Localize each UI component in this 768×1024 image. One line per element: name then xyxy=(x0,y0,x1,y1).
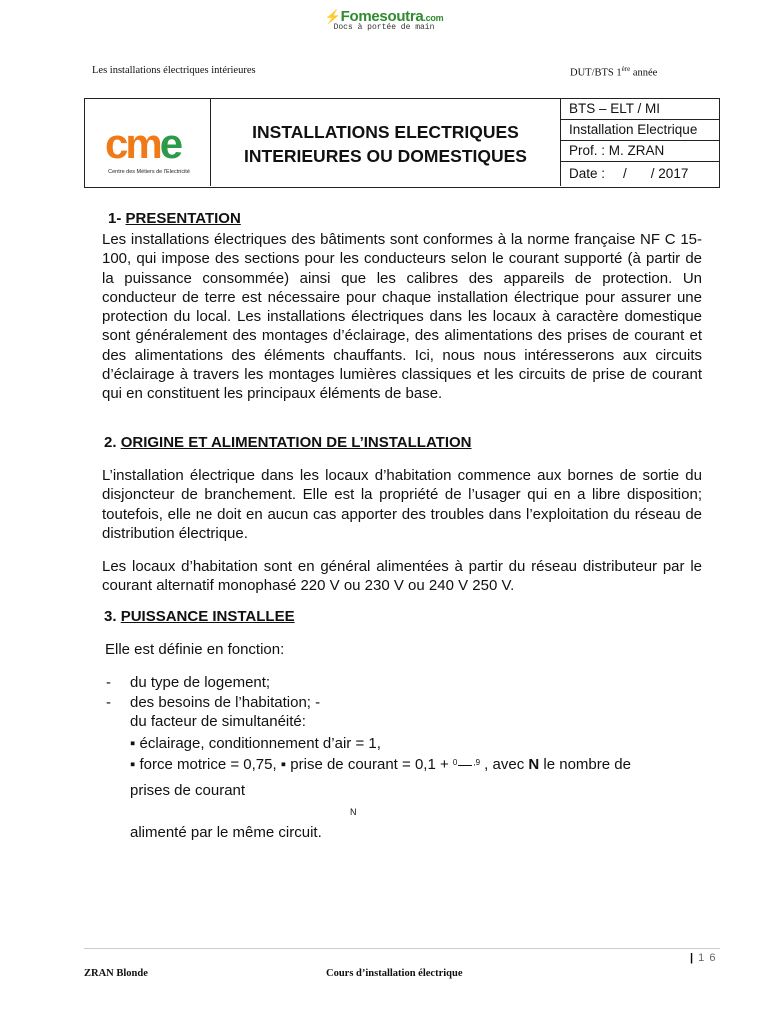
list-dash-1: - xyxy=(106,674,111,691)
sub-item-3: alimenté par le même circuit. xyxy=(130,824,322,841)
title-line-2: INTERIEURES OU DOMESTIQUES xyxy=(244,146,527,166)
cme-logo-text-1: cm xyxy=(105,120,160,167)
info-class: BTS – ELT / MI xyxy=(561,99,719,120)
document-title xyxy=(211,99,561,186)
bolt-icon: ⚡ xyxy=(324,9,341,24)
section-3-heading xyxy=(104,608,295,625)
section-2-number: 2. xyxy=(104,434,121,451)
fraction-numerator-b: ,9 xyxy=(473,758,481,767)
page-number xyxy=(690,952,716,964)
date-label: Date : xyxy=(569,166,606,181)
section-2-paragraph-1: L’installation électrique dans les locaux d’habitation commence aux bornes de sortie du disjoncteur de branchement. Elle est la propriété de l’usager qui en a libre disposition; toutefois, elle ne doit en aucun cas apporter des troubles dans l’exploitation du réseau de distribution électrique. xyxy=(102,467,702,542)
section-2-heading xyxy=(104,434,472,451)
section-2-title: ORIGINE ET ALIMENTATION DE L’INSTALLATION xyxy=(120,434,472,451)
fraction-numerator: 0 xyxy=(452,758,458,767)
section-1-heading xyxy=(108,210,241,227)
list-item-3: du facteur de simultanéité: xyxy=(130,713,306,730)
footer-course: Cours d’installation électrique xyxy=(326,968,463,979)
sub-item-2 xyxy=(130,756,631,773)
section-3-intro: Elle est définie en fonction: xyxy=(105,641,285,658)
section-2-paragraph-2: Les locaux d’habitation sont en général alimentées à partir du réseau distributeur par le courant alternatif monophasé 220 V ou 230 V ou 240 V 250 V. xyxy=(102,558,702,595)
header-table xyxy=(84,98,720,188)
section-3-number: 3. xyxy=(104,608,121,625)
section-3-title: PUISSANCE INSTALLEE xyxy=(120,608,295,625)
running-header-right-post: année xyxy=(630,67,658,79)
page-number-bar: | xyxy=(690,952,695,964)
n-symbol: N xyxy=(528,756,540,773)
page-number-value: 1 6 xyxy=(698,952,717,964)
cme-logo xyxy=(105,120,181,167)
list-item-1: du type de logement; xyxy=(130,674,271,691)
cme-logo-text-2: e xyxy=(159,120,181,167)
sub-item-2-continued: prises de courant xyxy=(130,782,246,799)
list-item-2: des besoins de l’habitation; - xyxy=(130,694,321,711)
date-year: / 2017 xyxy=(650,166,689,181)
sub-item-2-c: , avec xyxy=(480,756,529,773)
list-dash-2: - xyxy=(106,694,111,711)
date-slash: / xyxy=(623,166,627,181)
cme-logo-cell xyxy=(85,99,211,186)
sub-item-2-a: ▪ force motrice = 0,75, ▪ prise de courant = 0,1 + xyxy=(130,756,453,773)
info-teacher: Prof. : M. ZRAN xyxy=(561,141,719,162)
running-header-right xyxy=(570,65,657,79)
site-logo-domain: .com xyxy=(423,13,444,23)
fraction-denominator: N xyxy=(350,807,357,817)
footer-divider xyxy=(84,948,720,949)
running-header-left: Les installations électriques intérieures xyxy=(92,65,256,76)
site-logo-name: Fomesoutra xyxy=(340,8,424,25)
footer-author: ZRAN Blonde xyxy=(84,968,148,979)
fraction-bar xyxy=(458,765,472,766)
sub-item-1: ▪ éclairage, conditionnement d’air = 1, xyxy=(130,735,381,752)
info-subject: Installation Electrique xyxy=(561,120,719,141)
section-1-title: PRESENTATION xyxy=(125,210,241,227)
site-logo-tagline: Docs à portée de main xyxy=(333,23,435,32)
sub-item-2-d: le nombre de xyxy=(539,756,631,773)
info-date xyxy=(561,162,719,186)
section-1-text: Les installations électriques des bâtiments sont conformes à la norme française NF C 15-100, qui impose des sections pour les conducteurs selon le courant supporté (à partir de la puissance consommée) ainsi que les calibres des appareils de protection. Un conducteur de terre est nécessaire pour chaque installation électrique pour assurer une protection du local. Les installations électriques dans les locaux à caractère domestique sont généralement des montages d’éclairage, des alimentations des prises de courant et des alimentations des éléments chauffants. Ici, nous nous intéresserons aux circuits d’éclairage à travers les montages lumières classiques et les circuits de prise de courant qui en constituent les principaux éléments de base. xyxy=(102,231,702,403)
site-logo xyxy=(318,8,450,42)
running-header-right-pre: DUT/BTS 1 xyxy=(570,67,622,79)
running-header-right-sup: ère xyxy=(621,65,631,73)
section-1-number: 1- xyxy=(108,210,126,227)
title-line-1: INSTALLATIONS ELECTRIQUES xyxy=(252,122,519,142)
cme-logo-caption: Centre des Métiers de l'Electricité xyxy=(108,169,190,175)
